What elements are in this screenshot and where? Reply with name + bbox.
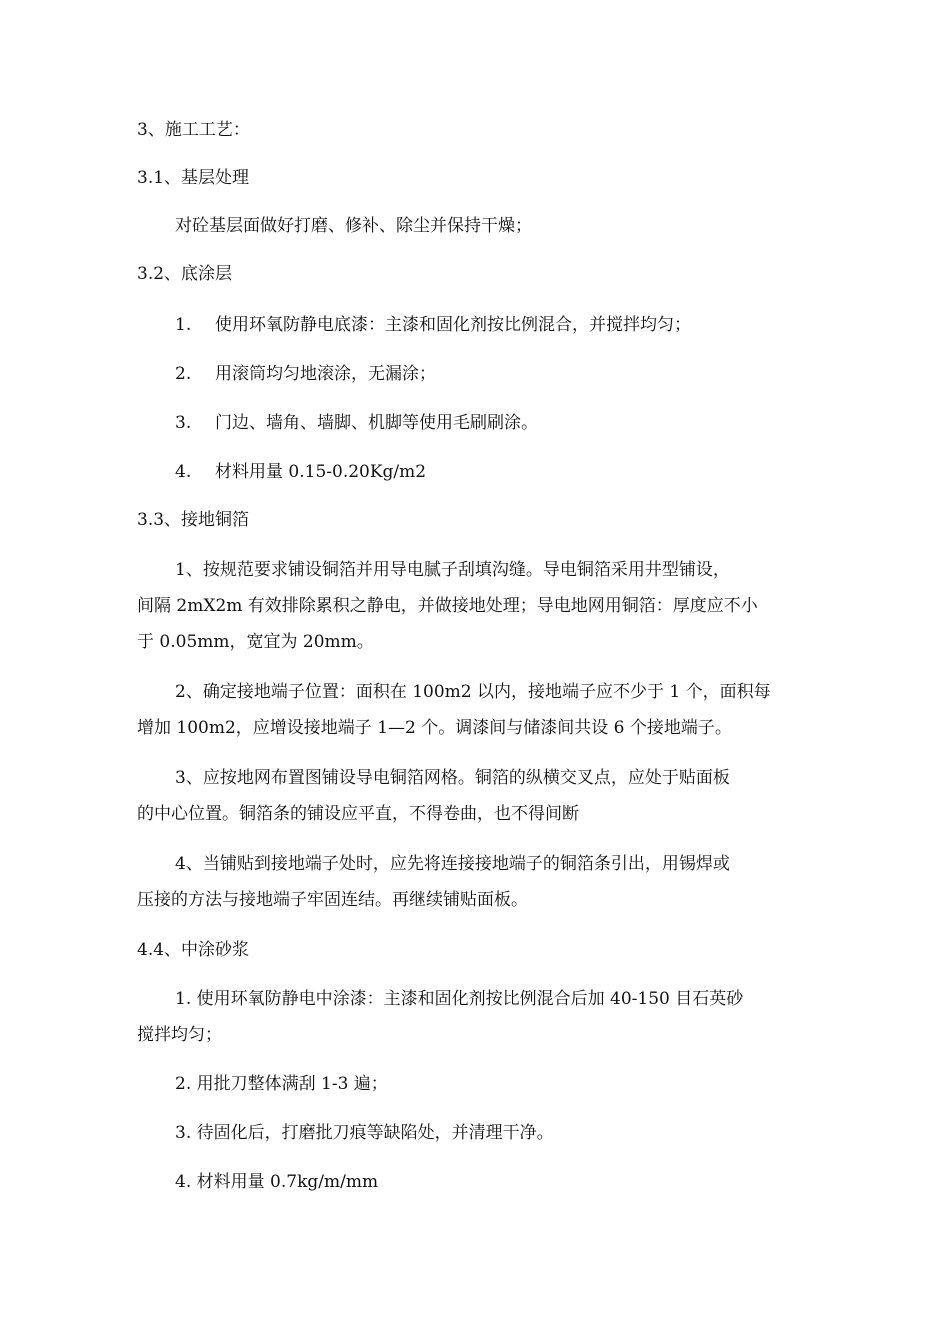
paragraph-line: 2、确定接地端子位置：面积在 100m2 以内，接地端子应不少于 1 个，面积每 (175, 682, 771, 702)
list-number: 4. (175, 462, 192, 482)
list-text: 使用环氧防静电底漆：主漆和固化剂按比例混合，并搅拌均匀； (215, 315, 691, 335)
paragraph-line: 的中心位置。铜箔条的铺设应平直，不得卷曲，也不得间断 (137, 804, 579, 824)
subsection-heading: 4.4、中涂砂浆 (137, 940, 250, 960)
list-item (175, 313, 691, 337)
list-item: 3. 待固化后，打磨批刀痕等缺陷处，并清理干净。 (175, 1123, 554, 1143)
paragraph-line: 对砼基层面做好打磨、修补、除尘并保持干燥； (175, 216, 532, 236)
list-item: 4. 材料用量 0.7kg/m/mm (175, 1172, 379, 1192)
subsection-heading: 3.3、接地铜箔 (137, 510, 250, 530)
list-number: 2. (175, 364, 192, 384)
list-item (175, 362, 436, 386)
paragraph-line: 间隔 2mX2m 有效排除累积之静电，并做接地处理；导电地网用铜箔：厚度应不小 (137, 596, 758, 616)
paragraph-line: 于 0.05mm，宽宜为 20mm。 (137, 632, 374, 652)
list-number: 1. (175, 315, 192, 335)
list-item (175, 411, 538, 435)
subsection-heading: 3.1、基层处理 (137, 168, 250, 188)
paragraph-line: 1. 使用环氧防静电中涂漆：主漆和固化剂按比例混合后加 40-150 目石英砂 (175, 989, 744, 1009)
list-number: 3. (175, 413, 192, 433)
paragraph-line: 1、按规范要求铺设铜箔并用导电腻子刮填沟缝。导电铜箔采用井型铺设， (175, 560, 730, 580)
section-heading: 3、施工工艺： (137, 120, 250, 140)
list-text: 用滚筒均匀地滚涂，无漏涂； (215, 364, 436, 384)
paragraph-line: 4、当铺贴到接地端子处时，应先将连接接地端子的铜箔条引出，用锡焊或 (175, 854, 730, 874)
list-item: 2. 用批刀整体满刮 1-3 遍； (175, 1074, 388, 1094)
list-item (175, 460, 426, 484)
paragraph-line: 压接的方法与接地端子牢固连结。再继续铺贴面板。 (137, 890, 528, 910)
paragraph-line: 增加 100m2，应增设接地端子 1—2 个。调漆间与储漆间共设 6 个接地端子。 (137, 718, 732, 738)
subsection-heading: 3.2、底涂层 (137, 264, 233, 284)
list-text: 材料用量 0.15-0.20Kg/m2 (215, 462, 427, 482)
list-text: 门边、墙角、墙脚、机脚等使用毛刷刷涂。 (215, 413, 538, 433)
paragraph-line: 搅拌均匀； (137, 1025, 222, 1045)
paragraph-line: 3、应按地网布置图铺设导电铜箔网格。铜箔的纵横交叉点，应处于贴面板 (175, 768, 730, 788)
